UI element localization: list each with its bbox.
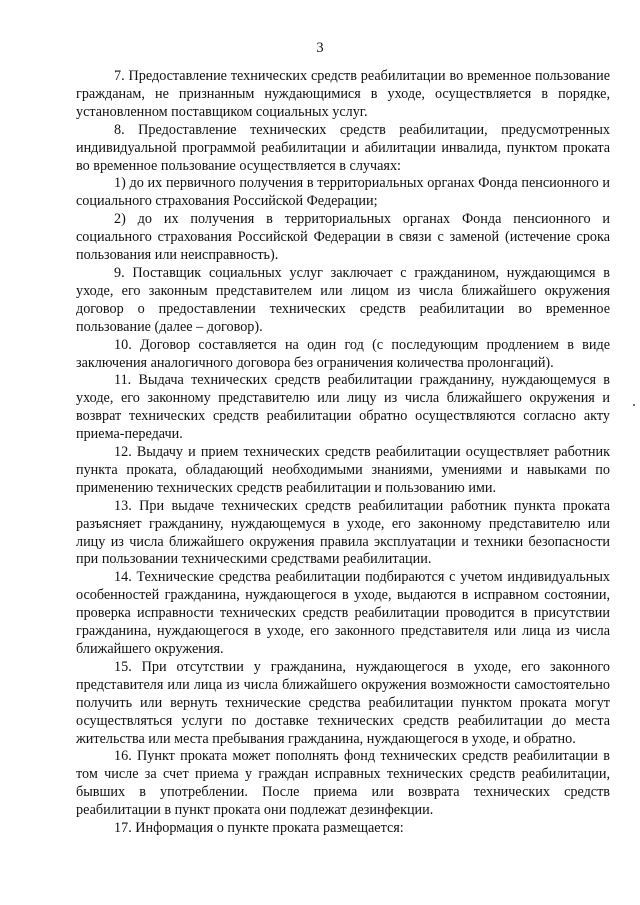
page-number: 3 — [316, 40, 324, 56]
paragraph-7: 7. Предоставление технических средств реабилитации во временное пользование гражданам, не признанным нуждающимися в уходе, осуществляется в порядке, установленном поставщиком социальных услуг. — [76, 68, 610, 120]
document-body — [76, 68, 610, 838]
paragraph-8-item-1: 1) до их первичного получения в территориальных органах Фонда пенсионного и социального страхования Российской Федерации; — [76, 175, 610, 210]
paragraph-8: 8. Предоставление технических средств реабилитации, предусмотренных индивидуальной программой реабилитации и абилитации инвалида, пунктом проката во временное пользование осуществляется в случаях: — [76, 121, 610, 174]
paragraph-13: 13. При выдаче технических средств реабилитации работник пункта проката разъясняет гражданину, нуждающемуся в уходе, его законному представителю или лицу из числа ближайшего окружения правила эксплуатации и техники безопасности при пользовании техническими средствами реабилитации. — [76, 497, 610, 568]
paragraph-12: 12. Выдачу и прием технических средств реабилитации осуществляет работник пункта проката, обладающий необходимыми знаниями, умениями и навыками по применению технических средств реабилитации и пользованию ими. — [76, 444, 610, 496]
paragraph-10: 10. Договор составляется на один год (с последующим продлением в виде заключения аналогичного договора без ограничения количества пролонгаций). — [76, 336, 610, 371]
paragraph-14: 14. Технические средства реабилитации подбираются с учетом индивидуальных особенностей гражданина, нуждающегося в уходе, выдаются в исправном состоянии, проверка исправности технических средств реабилитации проводится в присутствии гражданина, нуждающегося в уходе, его законного представителя или лица из числа ближайшего окружения. — [76, 569, 610, 657]
scan-speck — [633, 404, 635, 406]
paragraph-17: 17. Информация о пункте проката размещается: — [114, 820, 404, 837]
paragraph-11: 11. Выдача технических средств реабилитации гражданину, нуждающемуся в уходе, его законному представителю или лицу из числа ближайшего окружения и возврат технических средств реабилитации обратно осуществляются согласно акту приема-передачи. — [76, 372, 610, 443]
paragraph-16: 16. Пункт проката может пополнять фонд технических средств реабилитации в том числе за счет приема у граждан исправных технических средств реабилитации, бывших в употреблении. После приема или возврата технических средств реабилитации в пункт проката они подлежат дезинфекции. — [76, 748, 610, 819]
paragraph-15: 15. При отсутствии у гражданина, нуждающегося в уходе, его законного представителя или лица из числа ближайшего окружения возможности самостоятельно получить или вернуть технические средства реабилитации пунктом проката могут осуществляться услуги по доставке технических средств реабилитации до места жительства или места пребывания гражданина, нуждающегося в уходе, и обратно. — [76, 658, 610, 747]
paragraph-8-item-2: 2) до их получения в территориальных органах Фонда пенсионного и социального страхования Российской Федерации в связи с заменой (истечение срока пользования или неисправность). — [76, 211, 610, 264]
paragraph-9: 9. Поставщик социальных услуг заключает с гражданином, нуждающимся в уходе, его законным представителем или лицом из числа ближайшего окружения договор о предоставлении технических средств реабилитации во временное пользование (далее – договор). — [76, 264, 610, 335]
